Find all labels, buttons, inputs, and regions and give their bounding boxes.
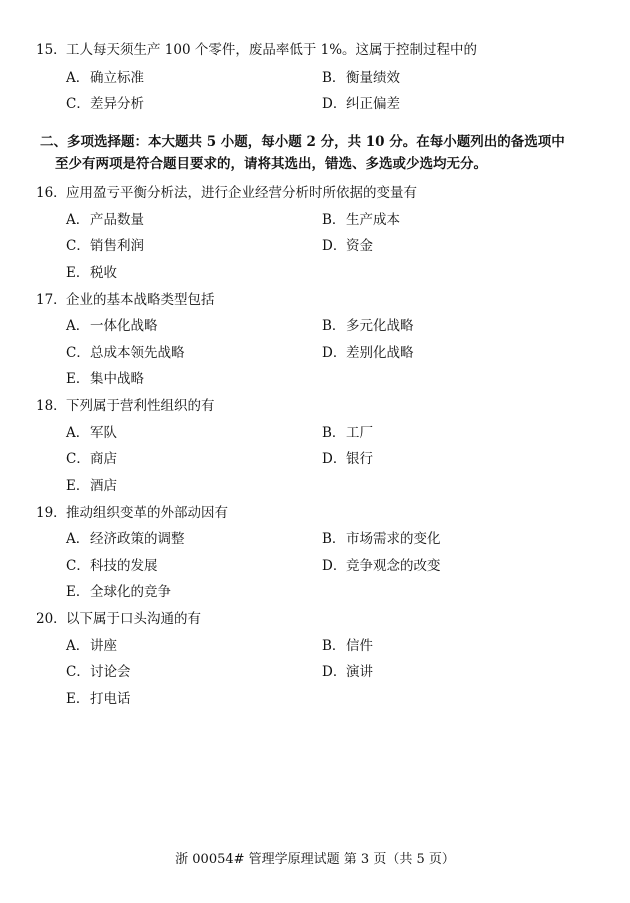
option-letter: E． bbox=[66, 371, 90, 387]
question-text: 应用盈亏平衡分析法，进行企业经营分析时所依据的变量有 bbox=[66, 185, 417, 201]
option-b bbox=[322, 634, 373, 654]
option-letter: B． bbox=[322, 70, 346, 86]
option-text: 销售利润 bbox=[90, 238, 144, 254]
question-16 bbox=[36, 181, 417, 201]
option-text: 演讲 bbox=[346, 664, 373, 680]
option-letter: A． bbox=[66, 425, 90, 441]
option-c bbox=[66, 554, 158, 574]
question-18 bbox=[36, 394, 215, 414]
question-text: 下列属于营利性组织的有 bbox=[66, 398, 215, 414]
question-19 bbox=[36, 501, 228, 521]
option-text: 生产成本 bbox=[346, 212, 400, 228]
option-a bbox=[66, 421, 117, 441]
option-e bbox=[66, 580, 171, 600]
option-d bbox=[322, 554, 441, 574]
option-letter: E． bbox=[66, 584, 90, 600]
option-letter: A． bbox=[66, 70, 90, 86]
question-text: 企业的基本战略类型包括 bbox=[66, 292, 215, 308]
option-letter: D． bbox=[322, 558, 347, 574]
option-text: 全球化的竞争 bbox=[90, 584, 171, 600]
option-letter: E． bbox=[66, 478, 90, 494]
question-number: 18． bbox=[36, 398, 67, 414]
option-c bbox=[66, 341, 185, 361]
option-a bbox=[66, 634, 117, 654]
option-letter: B． bbox=[322, 531, 346, 547]
question-20 bbox=[36, 607, 201, 627]
option-c bbox=[66, 92, 144, 112]
option-letter: B． bbox=[322, 212, 346, 228]
section-heading-line: 至少有两项是符合题目要求的，请将其选出，错选、多选或少选均无分。 bbox=[55, 156, 487, 172]
option-text: 差别化战略 bbox=[346, 345, 414, 361]
option-e bbox=[66, 261, 117, 281]
question-15 bbox=[36, 38, 477, 58]
option-text: 市场需求的变化 bbox=[346, 531, 441, 547]
option-a bbox=[66, 314, 158, 334]
section-heading-line: 二、多项选择题：本大题共 5 小题，每小题 2 分，共 10 分。在每小题列出的备选项中 bbox=[40, 134, 565, 150]
option-c bbox=[66, 660, 131, 680]
option-d bbox=[322, 92, 400, 112]
option-letter: C． bbox=[66, 558, 90, 574]
option-letter: A． bbox=[66, 531, 90, 547]
option-letter: C． bbox=[66, 96, 90, 112]
option-letter: A． bbox=[66, 638, 90, 654]
option-letter: A． bbox=[66, 318, 90, 334]
option-c bbox=[66, 234, 144, 254]
option-a bbox=[66, 66, 144, 86]
option-text: 产品数量 bbox=[90, 212, 144, 228]
option-letter: C． bbox=[66, 451, 90, 467]
option-text: 确立标准 bbox=[90, 70, 144, 86]
option-d bbox=[322, 660, 373, 680]
option-b bbox=[322, 208, 400, 228]
option-letter: C． bbox=[66, 238, 90, 254]
question-number: 15． bbox=[36, 42, 67, 58]
option-a bbox=[66, 208, 144, 228]
page-footer: 浙 00054# 管理学原理试题 第 3 页（共 5 页） bbox=[175, 852, 455, 867]
option-text: 工厂 bbox=[346, 425, 373, 441]
option-letter: C． bbox=[66, 345, 90, 361]
option-letter: D． bbox=[322, 664, 347, 680]
question-number: 20． bbox=[36, 611, 67, 627]
question-number: 17． bbox=[36, 292, 67, 308]
option-text: 总成本领先战略 bbox=[90, 345, 185, 361]
option-text: 酒店 bbox=[90, 478, 117, 494]
option-text: 银行 bbox=[346, 451, 373, 467]
option-text: 衡量绩效 bbox=[346, 70, 400, 86]
option-letter: D． bbox=[322, 345, 347, 361]
section-heading bbox=[40, 131, 600, 175]
option-text: 打电话 bbox=[90, 691, 131, 707]
option-letter: A． bbox=[66, 212, 90, 228]
option-d bbox=[322, 447, 373, 467]
option-e bbox=[66, 474, 117, 494]
option-text: 差异分析 bbox=[90, 96, 144, 112]
question-text: 以下属于口头沟通的有 bbox=[66, 611, 201, 627]
option-text: 科技的发展 bbox=[90, 558, 158, 574]
option-b bbox=[322, 527, 441, 547]
option-letter: D． bbox=[322, 451, 347, 467]
option-e bbox=[66, 687, 131, 707]
option-letter: D． bbox=[322, 238, 347, 254]
option-d bbox=[322, 234, 373, 254]
option-text: 讲座 bbox=[90, 638, 117, 654]
option-text: 军队 bbox=[90, 425, 117, 441]
option-letter: B． bbox=[322, 425, 346, 441]
option-b bbox=[322, 66, 400, 86]
option-letter: B． bbox=[322, 318, 346, 334]
option-letter: E． bbox=[66, 265, 90, 281]
option-text: 讨论会 bbox=[90, 664, 131, 680]
option-letter: B． bbox=[322, 638, 346, 654]
option-c bbox=[66, 447, 117, 467]
option-text: 经济政策的调整 bbox=[90, 531, 185, 547]
option-text: 纠正偏差 bbox=[346, 96, 400, 112]
option-text: 多元化战略 bbox=[346, 318, 414, 334]
option-text: 信件 bbox=[346, 638, 373, 654]
option-text: 竞争观念的改变 bbox=[346, 558, 441, 574]
question-number: 16． bbox=[36, 185, 67, 201]
option-letter: E． bbox=[66, 691, 90, 707]
option-a bbox=[66, 527, 185, 547]
option-text: 商店 bbox=[90, 451, 117, 467]
option-text: 一体化战略 bbox=[90, 318, 158, 334]
question-text: 工人每天须生产 100 个零件，废品率低于 1%。这属于控制过程中的 bbox=[66, 42, 478, 58]
question-number: 19． bbox=[36, 505, 67, 521]
option-text: 集中战略 bbox=[90, 371, 144, 387]
option-d bbox=[322, 341, 414, 361]
option-letter: C． bbox=[66, 664, 90, 680]
question-17 bbox=[36, 288, 215, 308]
option-text: 资金 bbox=[346, 238, 373, 254]
option-text: 税收 bbox=[90, 265, 117, 281]
question-text: 推动组织变革的外部动因有 bbox=[66, 505, 228, 521]
option-b bbox=[322, 314, 414, 334]
option-b bbox=[322, 421, 373, 441]
option-letter: D． bbox=[322, 96, 347, 112]
option-e bbox=[66, 367, 144, 387]
